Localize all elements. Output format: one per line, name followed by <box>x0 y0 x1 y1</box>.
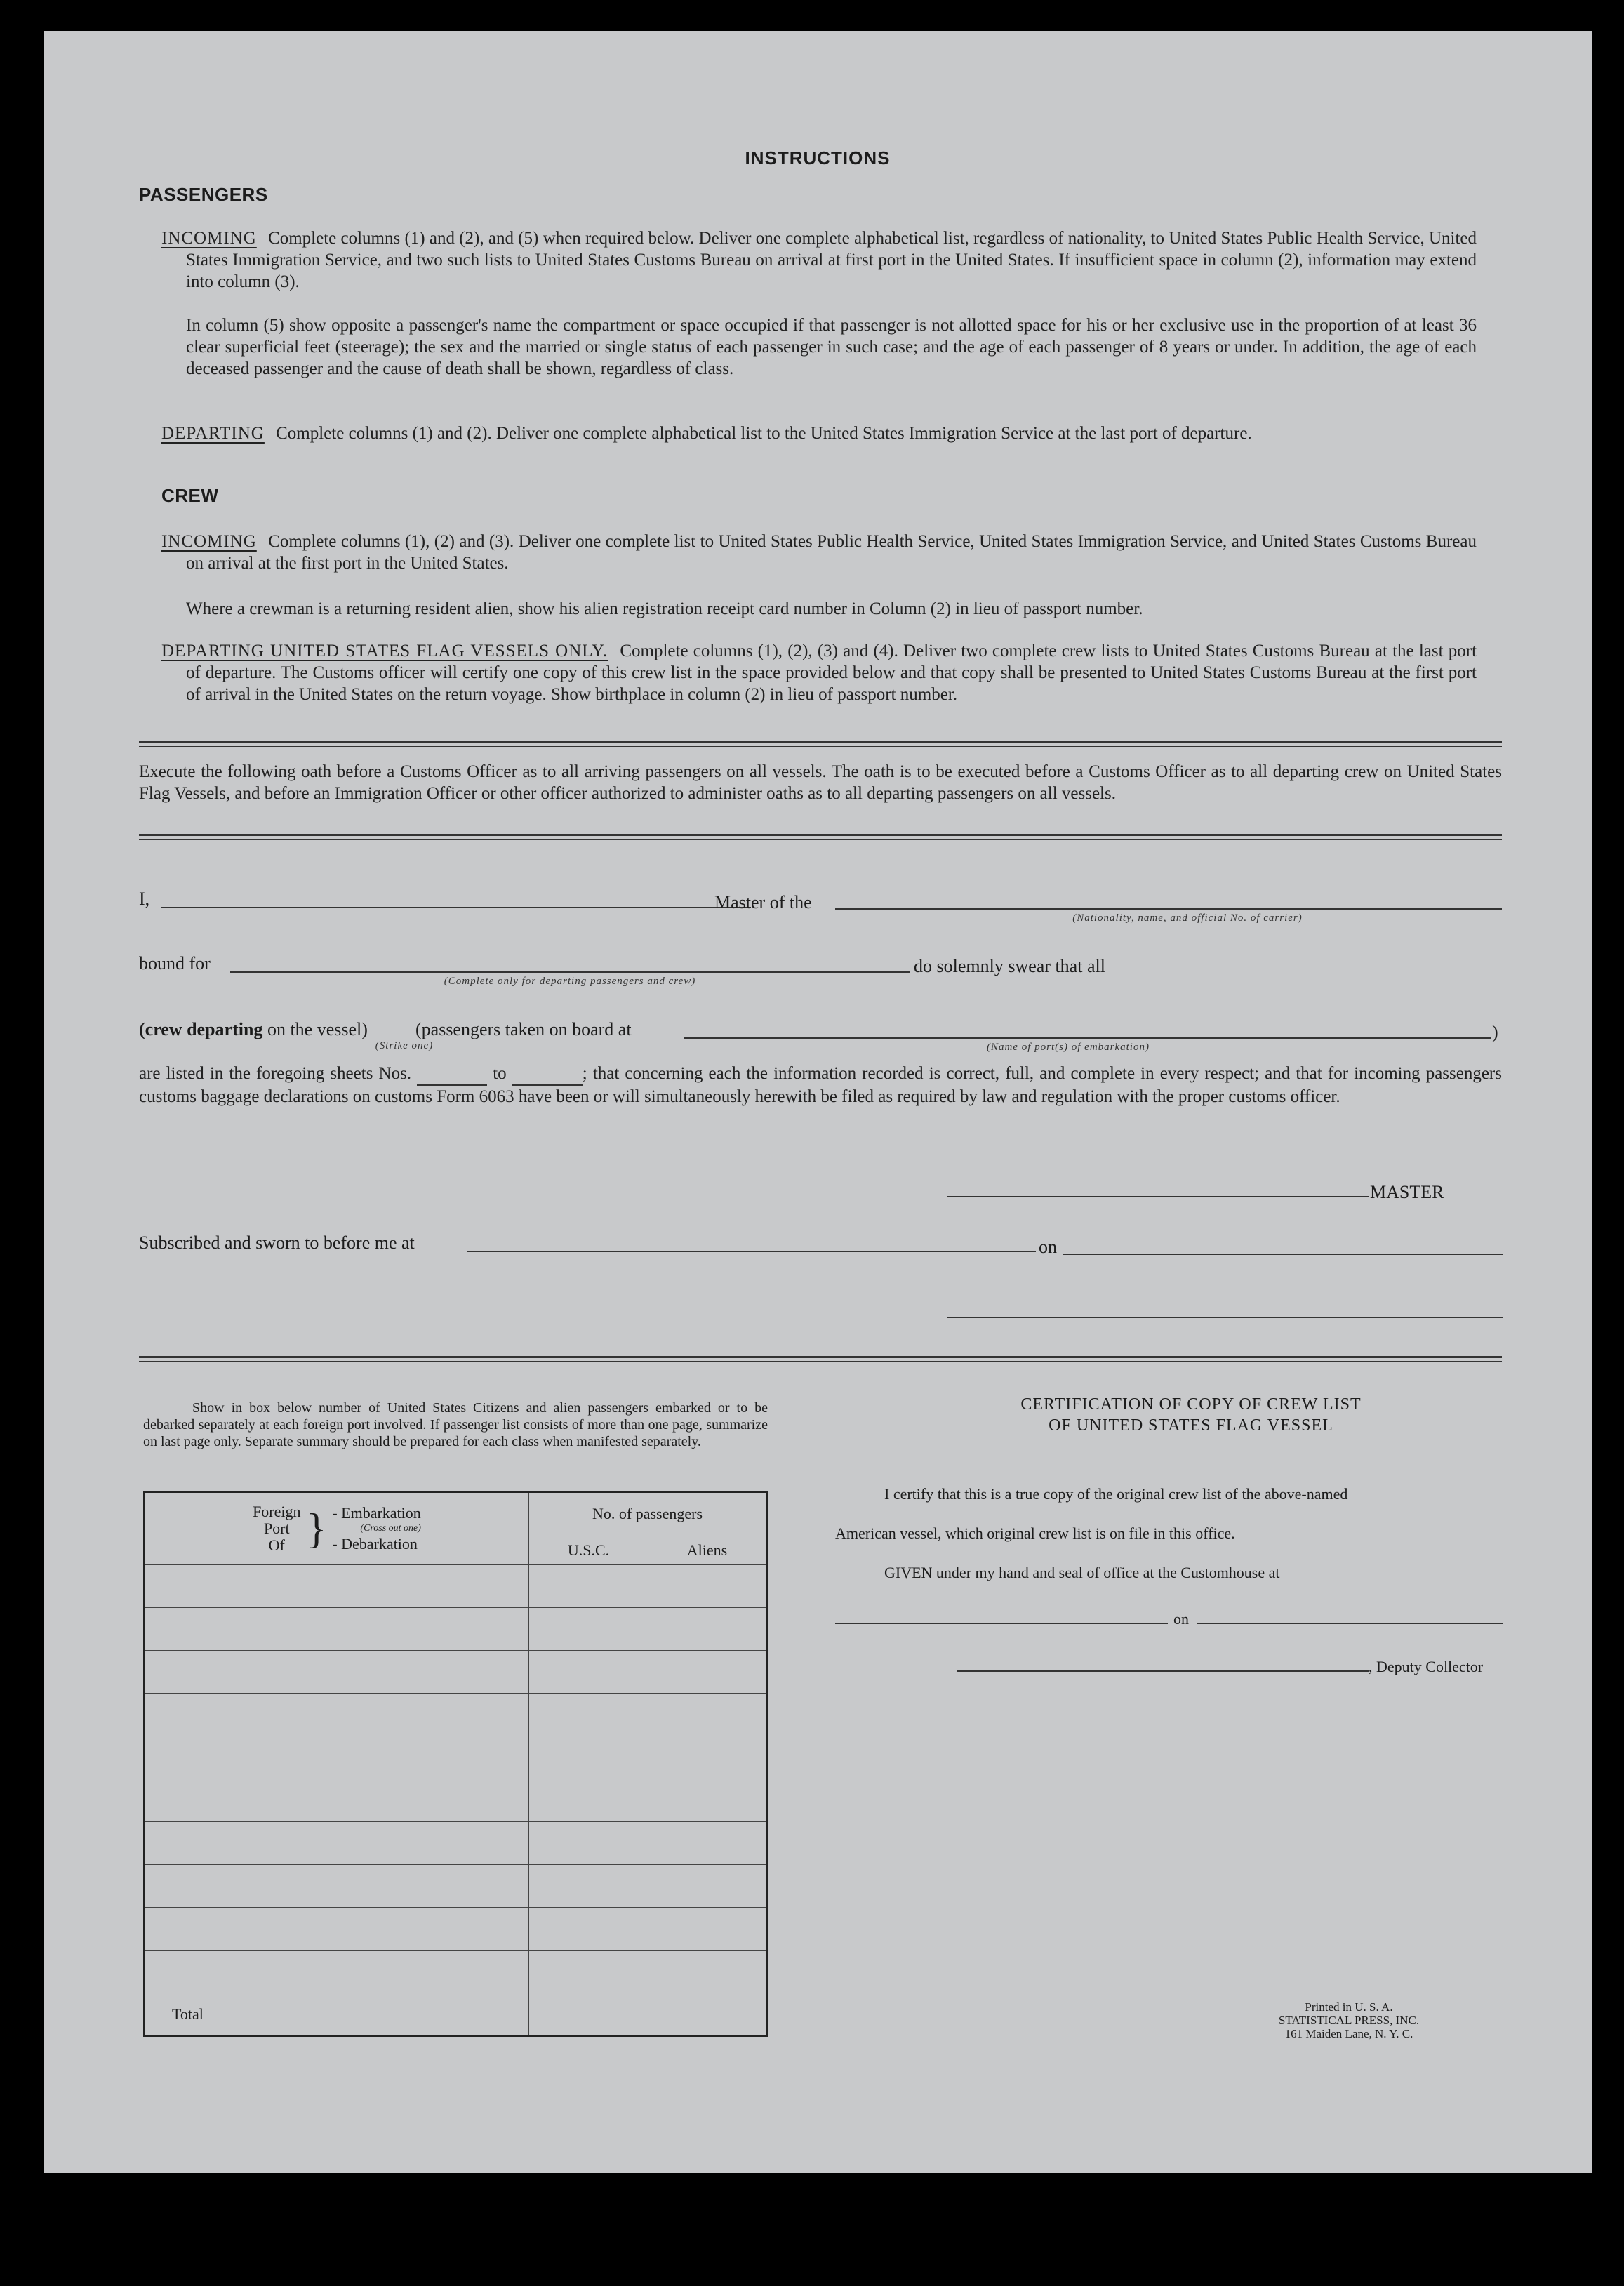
foreign-port-header: Foreign Port Of } - Embarkation (Cross out one) - Debarkation <box>145 1492 529 1565</box>
table-row <box>145 1694 767 1736</box>
strike-caption: (Strike one) <box>375 1040 434 1051</box>
ports-caption: (Name of port(s) of embarkation) <box>987 1042 1150 1053</box>
aliens-cell[interactable] <box>648 1694 767 1736</box>
table-header-row <box>145 1492 767 1536</box>
listed-statement <box>139 1063 1502 1108</box>
sworn-date-field[interactable] <box>1063 1254 1503 1255</box>
certification-heading-line-2: OF UNITED STATES FLAG VESSEL <box>1049 1416 1333 1435</box>
carrier-field[interactable] <box>835 908 1502 910</box>
imprint-line-1: Printed in U. S. A. <box>1305 2000 1393 2014</box>
aliens-cell[interactable] <box>648 1865 767 1908</box>
imprint-line-3: 161 Maiden Lane, N. Y. C. <box>1284 2027 1413 2040</box>
port-cell[interactable] <box>145 1736 529 1779</box>
of-label: Of <box>268 1536 285 1554</box>
crew-incoming-paragraph <box>161 531 1477 574</box>
table-row <box>145 1565 767 1608</box>
oath-instruction: Execute the following oath before a Customs Officer as to all arriving passengers on all vessels. The oath is to be executed before a Customs Officer as to all departing crew on United States Flag Vessels, and before an Immigration Officer or other officer authorized to administer oaths as to all departing passengers on all vessels. <box>139 762 1502 803</box>
on-vessel-label: on the vessel) <box>267 1019 368 1039</box>
double-rule <box>139 834 1502 840</box>
usc-cell[interactable] <box>529 1779 648 1822</box>
table-row <box>145 1608 767 1651</box>
sheet-from-field[interactable] <box>417 1063 487 1086</box>
usc-total-cell[interactable] <box>529 1993 648 2036</box>
aliens-cell[interactable] <box>648 1951 767 1993</box>
passengers-column5-paragraph: In column (5) show opposite a passenger's name the compartment or space occupied if that passenger is not allotted space for his or her exclusive use in the proportion of at least 36 clear superficial feet (steerage); the sex and the married or single status of each passenger in such case; and the age of each passenger of 8 years or under. In addition, the age of each deceased passenger and the cause of death shall be shown, regardless of class. <box>186 316 1477 378</box>
table-row <box>145 1908 767 1951</box>
page-title: INSTRUCTIONS <box>745 147 891 168</box>
listed-to: to <box>493 1064 507 1083</box>
certify-line-2: American vessel, which original crew list is on file in this office. <box>835 1524 1235 1542</box>
oath-i-label: I, <box>139 889 150 909</box>
deputy-collector-label: , Deputy Collector <box>1369 1658 1484 1675</box>
crew-departing-option[interactable] <box>139 1019 368 1040</box>
port-cell[interactable] <box>145 1779 529 1822</box>
usc-cell[interactable] <box>529 1951 648 1993</box>
aliens-header: Aliens <box>648 1536 767 1564</box>
sworn-location-field[interactable] <box>467 1251 1036 1252</box>
aliens-cell[interactable] <box>648 1779 767 1822</box>
cross-out-caption: (Cross out one) <box>360 1523 421 1534</box>
crew-departing-label: (crew departing <box>139 1019 263 1039</box>
passengers-departing-paragraph <box>161 423 1477 444</box>
passengers-departing-text: Complete columns (1) and (2). Deliver one complete alphabetical list to the United States Immigration Service at the last port of departure. <box>276 424 1252 443</box>
table-total-row <box>145 1993 767 2036</box>
subscribed-label: Subscribed and sworn to before me at <box>139 1232 415 1253</box>
port-cell[interactable] <box>145 1908 529 1951</box>
crew-incoming-lead: INCOMING <box>161 532 257 551</box>
crew-departing-text: Complete columns (1), (2), (3) and (4). Deliver two complete crew lists to United States Customs Bureau at the last port of departure. The Customs officer will certify one copy of this crew list in the space provided below and that copy shall be presented to United States Customs Bureau at the first port of arrival in the United States on the return voyage. Show birthplace in column (2) in lieu of passport number. <box>186 642 1477 704</box>
port-label: Port <box>263 1520 290 1537</box>
master-label: MASTER <box>1370 1182 1444 1202</box>
aliens-total-cell[interactable] <box>648 1993 767 2036</box>
total-label: Total <box>145 1993 529 2036</box>
passengers-departing-lead: DEPARTING <box>161 424 265 443</box>
debarkation-option[interactable]: - Debarkation <box>332 1535 418 1553</box>
foreign-label: Foreign <box>253 1503 301 1520</box>
certification-heading-line-1: CERTIFICATION OF COPY OF CREW LIST <box>1020 1395 1362 1414</box>
master-of-label: Master of the <box>714 892 812 912</box>
embarkation-option[interactable]: - Embarkation <box>332 1504 421 1522</box>
usc-header: U.S.C. <box>529 1536 648 1564</box>
aliens-cell[interactable] <box>648 1908 767 1951</box>
certification-on-label: on <box>1173 1610 1189 1628</box>
listed-text-1: are listed in the foregoing sheets Nos. <box>139 1064 412 1083</box>
usc-cell[interactable] <box>529 1865 648 1908</box>
usc-cell[interactable] <box>529 1608 648 1651</box>
swear-text: do solemnly swear that all <box>914 956 1105 976</box>
bound-for-label: bound for <box>139 953 211 973</box>
deputy-collector-signature-field[interactable] <box>957 1670 1369 1672</box>
no-of-passengers-header: No. of passengers <box>529 1492 767 1536</box>
close-paren: ) <box>1492 1022 1498 1042</box>
given-text: GIVEN under my hand and seal of office at the Customhouse at <box>884 1564 1280 1581</box>
double-rule <box>139 741 1502 747</box>
carrier-caption: (Nationality, name, and official No. of carrier) <box>1072 912 1303 924</box>
table-row <box>145 1822 767 1865</box>
aliens-cell[interactable] <box>648 1736 767 1779</box>
port-cell[interactable] <box>145 1565 529 1608</box>
aliens-cell[interactable] <box>648 1651 767 1694</box>
double-rule <box>139 1356 1502 1362</box>
usc-cell[interactable] <box>529 1651 648 1694</box>
table-row <box>145 1865 767 1908</box>
usc-cell[interactable] <box>529 1822 648 1865</box>
usc-cell[interactable] <box>529 1565 648 1608</box>
table-row <box>145 1651 767 1694</box>
form-page <box>44 31 1592 2173</box>
port-cell[interactable] <box>145 1651 529 1694</box>
officer-signature-field[interactable] <box>947 1317 1503 1318</box>
crew-departing-paragraph <box>161 640 1477 705</box>
master-signature-field[interactable] <box>947 1196 1369 1197</box>
table-row <box>145 1736 767 1779</box>
passengers-incoming-lead: INCOMING <box>161 229 257 248</box>
aliens-cell[interactable] <box>648 1608 767 1651</box>
certification-heading <box>921 1394 1461 1436</box>
port-cell[interactable] <box>145 1951 529 1993</box>
passengers-heading: PASSENGERS <box>139 184 268 205</box>
port-cell[interactable] <box>145 1608 529 1651</box>
sheet-to-field[interactable] <box>512 1063 583 1086</box>
sworn-on-label: on <box>1039 1237 1057 1257</box>
listed-text-2: ; that concerning each the information recorded is correct, full, and complete in every respect; and that for incoming passengers customs baggage declarations on customs Form 6063 have been or will simultaneously herewith be filed as required by law and regulation with the proper customs officer. <box>139 1064 1502 1106</box>
printer-imprint <box>1237 2000 1461 2040</box>
customhouse-field[interactable] <box>835 1623 1168 1624</box>
passengers-incoming-paragraph <box>161 227 1477 293</box>
aliens-cell[interactable] <box>648 1565 767 1608</box>
bound-for-field[interactable] <box>230 971 910 973</box>
port-cell[interactable] <box>145 1694 529 1736</box>
usc-cell[interactable] <box>529 1736 648 1779</box>
crew-resident-paragraph: Where a crewman is a returning resident alien, show his alien registration receipt card number in Column (2) in lieu of passport number. <box>186 599 1143 618</box>
port-cell[interactable] <box>145 1865 529 1908</box>
passengers-taken-option[interactable]: (passengers taken on board at <box>415 1019 632 1039</box>
crew-departing-lead: DEPARTING UNITED STATES FLAG VESSELS ONLY. <box>161 642 608 660</box>
embarkation-ports-field[interactable] <box>684 1037 1491 1039</box>
bound-for-caption: (Complete only for departing passengers and crew) <box>444 976 696 987</box>
port-cell[interactable] <box>145 1822 529 1865</box>
table-row <box>145 1779 767 1822</box>
table-row <box>145 1951 767 1993</box>
certify-line-1: I certify that this is a true copy of the original crew list of the above-named <box>884 1485 1348 1503</box>
summary-instruction: Show in box below number of United States Citizens and alien passengers embarked or to be debarked separately at each foreign port involved. If passenger list consists of more than one page, summarize on last page only. Separate summary should be prepared for each class when manifested separately. <box>143 1400 768 1449</box>
usc-cell[interactable] <box>529 1694 648 1736</box>
crew-heading: CREW <box>161 485 219 506</box>
crew-incoming-text: Complete columns (1), (2) and (3). Deliver one complete list to United States Public Health Service, United States Immigration Service, and United States Customs Bureau on arrival at the first port in the United States. <box>186 532 1477 573</box>
certification-date-field[interactable] <box>1197 1623 1503 1624</box>
passenger-summary-table <box>143 1491 768 2037</box>
master-name-field[interactable] <box>161 907 751 908</box>
usc-cell[interactable] <box>529 1908 648 1951</box>
imprint-line-2: STATISTICAL PRESS, INC. <box>1278 2014 1420 2027</box>
passengers-incoming-text: Complete columns (1) and (2), and (5) when required below. Deliver one complete alphabetical list, regardless of nationality, to United States Public Health Service, United States Immigration Service, and two such lists to United States Customs Bureau on arrival at first port in the United States. If insufficient space in column (2), information may extend into column (3). <box>186 229 1477 291</box>
aliens-cell[interactable] <box>648 1822 767 1865</box>
